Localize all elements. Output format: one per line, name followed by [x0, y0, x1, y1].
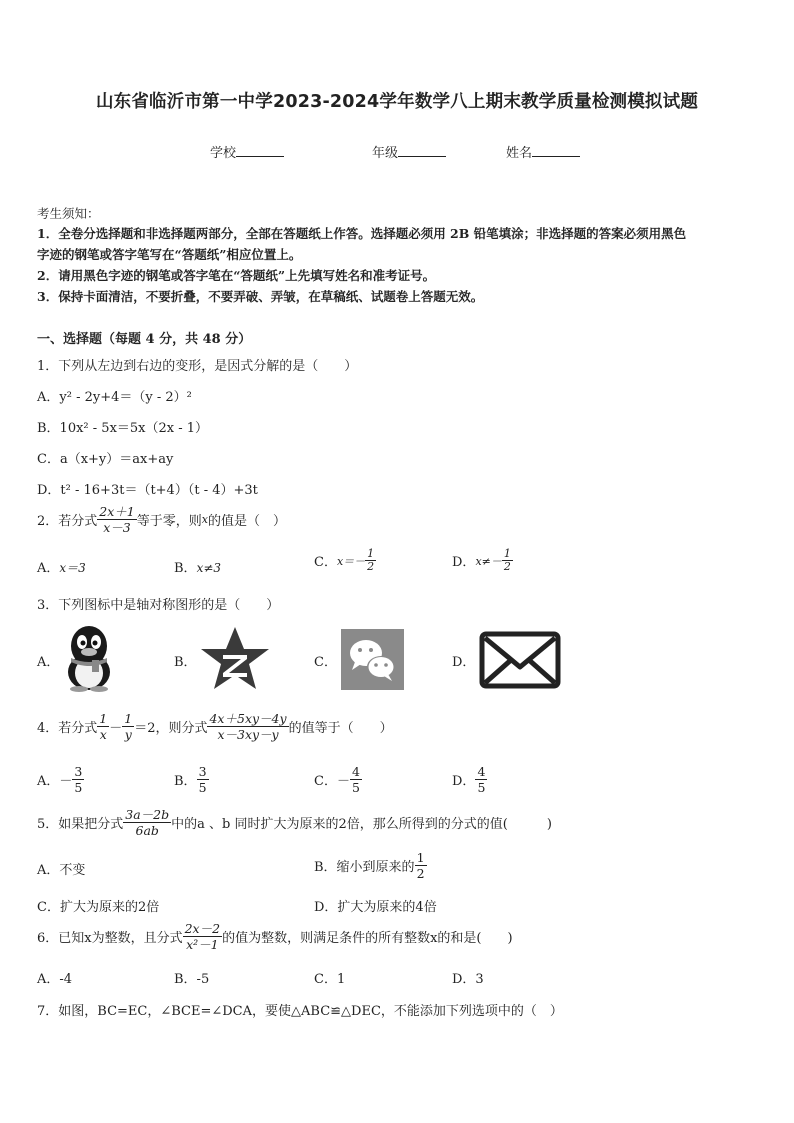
q5-b-frac [415, 850, 427, 881]
q6-f-den: x²－1 [186, 937, 219, 952]
q5-stem [37, 807, 552, 838]
q4-d-frac [475, 764, 487, 795]
q2-c-pre: x＝－ [336, 554, 366, 568]
q4-c-den: 5 [351, 780, 360, 795]
name-field [506, 142, 580, 161]
q4-eq: ＝2，则分式 [134, 721, 208, 736]
q2-frac-den: x－3 [103, 520, 131, 535]
section-heading: 一、选择题（每题 4 分，共 48 分） [37, 332, 252, 347]
school-label: 学校 [210, 146, 237, 161]
q7-stem: 7．如图，BC=EC，∠BCE=∠DCA，要使△ABC≌△DEC，不能添加下列选项中的（ ） [37, 1004, 563, 1019]
q6-f-num: 2x－2 [184, 921, 221, 936]
star-z-icon [199, 625, 271, 691]
q5-frac [123, 807, 171, 838]
q2-option-c [314, 548, 376, 573]
q4-f2-den: y [124, 727, 132, 742]
q4-frac-1 [97, 711, 109, 742]
q2-c-frac [365, 548, 376, 573]
grade-field [372, 142, 446, 161]
q4-frac-2 [122, 711, 134, 742]
q2-d-frac [502, 548, 513, 573]
notice-heading: 考生须知： [37, 206, 100, 221]
q3-stem: 3．下列图标中是轴对称图形的是（ ） [37, 598, 280, 613]
q2-c-num: 1 [367, 547, 375, 560]
q2-option-d [452, 548, 513, 573]
q2-post2: 的值是（ ） [207, 514, 286, 529]
q4-frac-3 [207, 711, 288, 742]
q5-option-b [314, 850, 427, 881]
q2-option-b [174, 557, 221, 576]
q2-a-label: A． [37, 561, 60, 576]
q2-d-den: 2 [503, 560, 511, 573]
q5-pre: 5．如果把分式 [37, 817, 124, 832]
q4-a-num: 3 [74, 764, 83, 779]
q2-c-den: 2 [367, 560, 375, 573]
school-blank [236, 144, 284, 157]
q4-b-num: 3 [198, 764, 207, 779]
notice-item-2: 2．请用黑色字迹的钢笔或答字笔在“答题纸”上先填写姓名和准考证号。 [37, 268, 436, 283]
q2-pre: 2．若分式 [37, 514, 98, 529]
q2-a-val: x＝3 [59, 561, 86, 575]
q4-a-label: A．－ [37, 774, 73, 789]
grade-label: 年级 [372, 146, 399, 161]
notice-item-3: 3．保持卡面清洁，不要折叠，不要弄破、弄皱，在草稿纸、试题卷上答题无效。 [37, 289, 484, 304]
q4-c-num: 4 [351, 764, 360, 779]
envelope-icon [479, 631, 561, 689]
q4-a-frac [72, 764, 84, 795]
q2-frac-num: 2x＋1 [99, 504, 135, 519]
q2-d-num: 1 [503, 547, 511, 560]
penguin-icon [62, 624, 116, 692]
q5-b-num: 1 [416, 850, 425, 865]
name-blank [532, 144, 580, 157]
q4-stem [37, 711, 393, 742]
q6-option-c: C．1 [314, 972, 346, 987]
q4-option-a [37, 764, 84, 795]
q2-c-label: C． [314, 555, 337, 570]
q3-option-c: C． [314, 655, 337, 670]
q2-var: x [201, 513, 208, 526]
school-field [210, 142, 284, 161]
q4-d-num: 4 [477, 764, 486, 779]
q5-f-num: 3a－2b [125, 807, 170, 822]
q6-frac [183, 921, 222, 952]
q2-d-pre: x≠－ [475, 554, 502, 568]
q2-post: 等于零，则 [136, 514, 202, 529]
q5-b-label: B．缩小到原来的 [314, 860, 415, 875]
q4-f2-num: 1 [124, 711, 133, 726]
q4-pre: 4．若分式 [37, 721, 98, 736]
grade-blank [398, 144, 446, 157]
q2-stem [37, 504, 286, 535]
q4-c-label: C．－ [314, 774, 350, 789]
q5-option-c: C．扩大为原来的2倍 [37, 900, 160, 915]
q4-option-b [174, 764, 209, 795]
q4-d-den: 5 [477, 780, 486, 795]
q3-option-a: A． [37, 655, 60, 670]
q4-f3-num: 4x＋5xy－4y [209, 711, 287, 726]
q2-option-a [37, 557, 86, 576]
q5-f-den: 6ab [135, 823, 159, 838]
q4-f3-den: x－3xy－y [217, 727, 279, 742]
q2-b-val: x≠3 [196, 561, 222, 575]
q3-option-d: D． [452, 655, 476, 670]
q2-fraction [97, 504, 136, 535]
q6-option-a: A．-4 [37, 972, 73, 987]
q4-post: 的值等于（ ） [288, 721, 393, 736]
notice-item-1a: 1．全卷分选择题和非选择题两部分，全部在答题纸上作答。选择题必须用 2B 铅笔填涂；非选择题的答案必须用黑色 [37, 226, 687, 241]
q3-option-b: B． [174, 655, 197, 670]
q1-option-c: C．a（x+y）＝ax+ay [37, 452, 174, 467]
q2-d-label: D． [452, 555, 476, 570]
q5-option-d: D．扩大为原来的4倍 [314, 900, 437, 915]
q5-b-den: 2 [416, 866, 425, 881]
notice-item-1b: 字迹的钢笔或答字笔写在“答题纸”相应位置上。 [37, 247, 302, 262]
chat-bubbles-icon [341, 629, 404, 690]
q4-option-d [452, 764, 487, 795]
q6-option-d: D．3 [452, 972, 484, 987]
q6-stem [37, 921, 513, 952]
q6-post: 的值为整数，则满足条件的所有整数x的和是( ) [222, 931, 513, 946]
q4-d-label: D． [452, 774, 476, 789]
q4-f1-num: 1 [99, 711, 108, 726]
q4-minus: － [109, 721, 123, 736]
q4-b-den: 5 [198, 780, 207, 795]
q6-pre: 6．已知x为整数，且分式 [37, 931, 183, 946]
q1-stem: 1．下列从左边到右边的变形，是因式分解的是（ ） [37, 359, 358, 374]
q4-b-frac [197, 764, 209, 795]
q4-f1-den: x [99, 727, 107, 742]
q1-option-a: A．y² - 2y+4＝（y - 2）² [37, 390, 192, 405]
q4-option-c [314, 764, 362, 795]
q6-option-b: B．-5 [174, 972, 210, 987]
q1-option-d: D．t² - 16+3t＝（t+4）（t - 4）+3t [37, 483, 258, 498]
q4-a-den: 5 [74, 780, 83, 795]
q5-option-a: A．不变 [37, 863, 86, 878]
page-title: 山东省临沂市第一中学2023-2024学年数学八上期末教学质量检测模拟试题 [95, 92, 699, 112]
q2-b-label: B． [174, 561, 197, 576]
q1-option-b: B．10x² - 5x＝5x（2x - 1） [37, 421, 209, 436]
q4-b-label: B． [174, 774, 197, 789]
name-label: 姓名 [506, 146, 533, 161]
q5-post: 中的a 、b 同时扩大为原来的2倍，那么所得到的分式的值( ) [171, 817, 552, 832]
q4-c-frac [350, 764, 362, 795]
